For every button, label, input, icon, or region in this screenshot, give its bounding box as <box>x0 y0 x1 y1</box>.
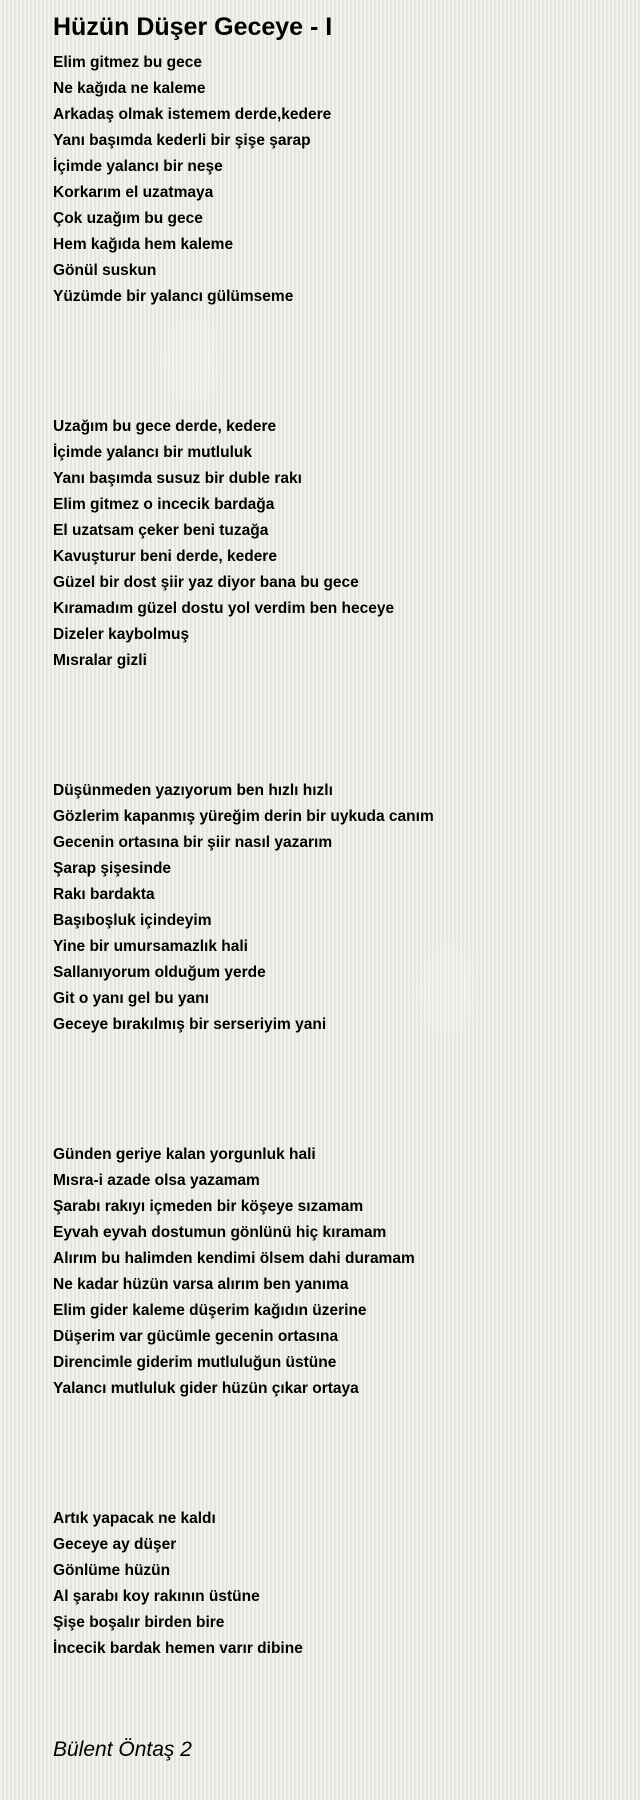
poem-line: Elim gider kaleme düşerim kağıdın üzerine <box>53 1302 367 1319</box>
poem-line: Şarabı rakıyı içmeden bir köşeye sızamam <box>53 1198 364 1215</box>
poem-line: Al şarabı koy rakının üstüne <box>53 1588 260 1605</box>
poem-line: Gözlerim kapanmış yüreğim derin bir uykuda canım <box>53 808 434 825</box>
poem-line: Sallanıyorum olduğum yerde <box>53 964 266 981</box>
poem-author[interactable]: Bülent Öntaş 2 <box>53 1738 192 1761</box>
poem-line: Gönül suskun <box>53 262 157 279</box>
poem-line: Ne kağıda ne kaleme <box>53 80 206 97</box>
poem-line: Alırım bu halimden kendimi ölsem dahi duramam <box>53 1250 415 1267</box>
poem-title: Hüzün Düşer Geceye - I <box>53 13 333 41</box>
stanza-1 <box>53 50 613 310</box>
poem-line: Geceye bırakılmış bir serseriyim yani <box>53 1016 327 1033</box>
poem-container <box>53 10 613 1662</box>
poem-line: Gönlüme hüzün <box>53 1562 171 1579</box>
poem-line: Yanı başımda susuz bir duble rakı <box>53 470 302 487</box>
poem-line: İçimde yalancı bir neşe <box>53 158 223 175</box>
poem-line: Geceye ay düşer <box>53 1536 177 1553</box>
poem-line: Çok uzağım bu gece <box>53 210 203 227</box>
poem-line: İncecik bardak hemen varır dibine <box>53 1640 303 1657</box>
poem-line: Günden geriye kalan yorgunluk hali <box>53 1146 316 1163</box>
poem-line: Hem kağıda hem kaleme <box>53 236 234 253</box>
poem-line: Yine bir umursamazlık hali <box>53 938 248 955</box>
poem-body <box>53 50 613 1662</box>
poem-line: Gecenin ortasına bir şiir nasıl yazarım <box>53 834 333 851</box>
poem-line: Mısra-i azade olsa yazamam <box>53 1172 260 1189</box>
poem-line: Güzel bir dost şiir yaz diyor bana bu gece <box>53 574 359 591</box>
poem-line: Kavuşturur beni derde, kedere <box>53 548 277 565</box>
poem-line: Şarap şişesinde <box>53 860 172 877</box>
poem-line: El uzatsam çeker beni tuzağa <box>53 522 269 539</box>
poem-line: Artık yapacak ne kaldı <box>53 1510 216 1527</box>
poem-line: Başıboşluk içindeyim <box>53 912 212 929</box>
stanza-5 <box>53 1506 613 1662</box>
poem-line: Yüzümde bir yalancı gülümseme <box>53 288 294 305</box>
poem-line: İçimde yalancı bir mutluluk <box>53 444 252 461</box>
poem-line: Eyvah eyvah dostumun gönlünü hiç kıramam <box>53 1224 387 1241</box>
stanza-4 <box>53 1142 613 1402</box>
poem-line: Rakı bardakta <box>53 886 155 903</box>
poem-line: Ne kadar hüzün varsa alırım ben yanıma <box>53 1276 349 1293</box>
poem-line: Düşünmeden yazıyorum ben hızlı hızlı <box>53 782 333 799</box>
poem-line: Yanı başımda kederli bir şişe şarap <box>53 132 311 149</box>
stanza-3 <box>53 778 613 1038</box>
poem-line: Uzağım bu gece derde, kedere <box>53 418 277 435</box>
poem-line: Yalancı mutluluk gider hüzün çıkar ortaya <box>53 1380 359 1397</box>
poem-line: Git o yanı gel bu yanı <box>53 990 209 1007</box>
poem-line: Arkadaş olmak istemem derde,kedere <box>53 106 332 123</box>
poem-line: Düşerim var gücümle gecenin ortasına <box>53 1328 339 1345</box>
poem-line: Dizeler kaybolmuş <box>53 626 190 643</box>
stanza-2 <box>53 414 613 674</box>
poem-line: Elim gitmez o incecik bardağa <box>53 496 275 513</box>
poem-line: Direncimle giderim mutluluğun üstüne <box>53 1354 337 1371</box>
poem-line: Mısralar gizli <box>53 652 147 669</box>
poem-line: Kıramadım güzel dostu yol verdim ben heceye <box>53 600 395 617</box>
poem-line: Elim gitmez bu gece <box>53 54 203 71</box>
poem-line: Korkarım el uzatmaya <box>53 184 214 201</box>
poem-line: Şişe boşalır birden bire <box>53 1614 225 1631</box>
